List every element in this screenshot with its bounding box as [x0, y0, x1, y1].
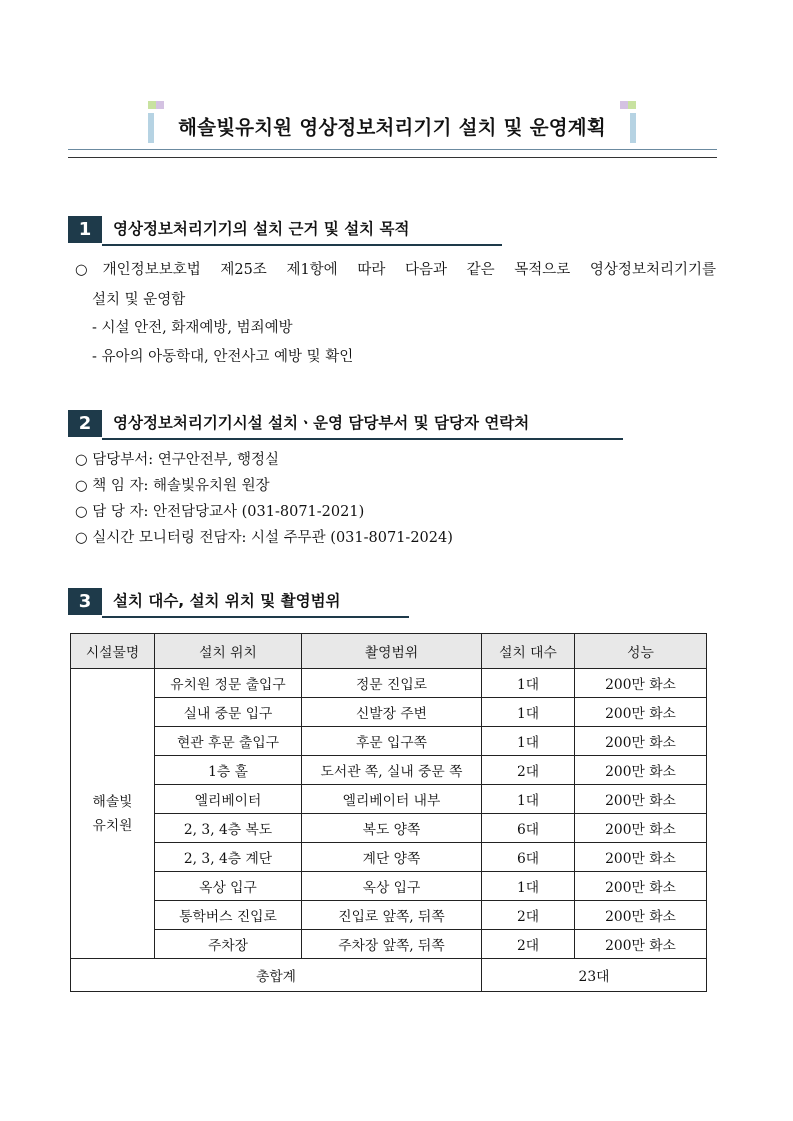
install-location: 주차장 [155, 930, 302, 959]
table-row [71, 872, 707, 901]
coverage-range: 진입로 앞쪽, 뒤쪽 [302, 901, 482, 930]
resolution: 200만 화소 [575, 872, 707, 901]
section-underline [102, 616, 409, 618]
install-location: 유치원 정문 출입구 [155, 669, 302, 698]
unit-count: 1대 [482, 872, 575, 901]
section-underline [102, 438, 623, 440]
coverage-range: 정문 진입로 [302, 669, 482, 698]
facility-name-line: 해솔빛 [92, 793, 133, 810]
install-location: 옥상 입구 [155, 872, 302, 901]
coverage-range: 주차장 앞쪽, 뒤쪽 [302, 930, 482, 959]
unit-count: 1대 [482, 727, 575, 756]
table-row [71, 785, 707, 814]
decor-square [148, 101, 156, 109]
install-location: 통학버스 진입로 [155, 901, 302, 930]
coverage-range: 신발장 주변 [302, 698, 482, 727]
column-header: 설치 대수 [482, 634, 575, 669]
contact-item: ○ 실시간 모니터링 전담자: 시설 주무관 (031-8071-2024) [75, 530, 453, 546]
coverage-range: 후문 입구쪽 [302, 727, 482, 756]
unit-count: 2대 [482, 756, 575, 785]
install-location: 현관 후문 출입구 [155, 727, 302, 756]
resolution: 200만 화소 [575, 727, 707, 756]
section-1-paragraph: ○개인정보보호법 제25조 제1항에 따라 다음과 같은 목적으로 영상정보처리기기를 [75, 262, 716, 278]
table-row [71, 756, 707, 785]
unit-count: 6대 [482, 843, 575, 872]
resolution: 200만 화소 [575, 930, 707, 959]
install-location: 2, 3, 4층 계단 [155, 843, 302, 872]
unit-count: 6대 [482, 814, 575, 843]
coverage-range: 엘리베이터 내부 [302, 785, 482, 814]
resolution: 200만 화소 [575, 698, 707, 727]
resolution: 200만 화소 [575, 901, 707, 930]
section-1-paragraph-cont: 설치 및 운영함 [92, 292, 186, 308]
facility-name-cell [71, 669, 155, 959]
resolution: 200만 화소 [575, 756, 707, 785]
coverage-range: 옥상 입구 [302, 872, 482, 901]
resolution: 200만 화소 [575, 814, 707, 843]
table-row [71, 901, 707, 930]
contact-item: ○ 담당부서: 연구안전부, 행정실 [75, 452, 280, 468]
unit-count: 1대 [482, 669, 575, 698]
column-header: 시설물명 [71, 634, 155, 669]
unit-count: 2대 [482, 901, 575, 930]
table-total-row [71, 959, 707, 992]
contact-item: ○ 담 당 자: 안전담당교사 (031-8071-2021) [75, 504, 365, 520]
install-location: 엘리베이터 [155, 785, 302, 814]
table-row [71, 843, 707, 872]
table-row [71, 669, 707, 698]
bullet-item: - 시설 안전, 화재예방, 범죄예방 [92, 320, 293, 336]
section-heading: 영상정보처리기기의 설치 근거 및 설치 목적 [113, 220, 410, 238]
table-row [71, 814, 707, 843]
section-number: 2 [68, 410, 102, 437]
install-location: 실내 중문 입구 [155, 698, 302, 727]
unit-count: 2대 [482, 930, 575, 959]
unit-count: 1대 [482, 698, 575, 727]
install-location: 1층 홀 [155, 756, 302, 785]
bullet-item: - 유아의 아동학대, 안전사고 예방 및 확인 [92, 349, 354, 365]
page-title: 해솔빛유치원 영상정보처리기기 설치 및 운영계획 [178, 116, 606, 139]
section-heading: 설치 대수, 설치 위치 및 촬영범위 [113, 592, 341, 610]
decor-square [620, 101, 628, 109]
section-underline [102, 244, 502, 246]
coverage-range: 도서관 쪽, 실내 중문 쪽 [302, 756, 482, 785]
facility-name-line: 유치원 [92, 817, 133, 834]
section-number: 3 [68, 588, 102, 615]
column-header: 성능 [575, 634, 707, 669]
resolution: 200만 화소 [575, 843, 707, 872]
resolution: 200만 화소 [575, 785, 707, 814]
table-row [71, 930, 707, 959]
table-row [71, 727, 707, 756]
resolution: 200만 화소 [575, 669, 707, 698]
title-divider [68, 157, 717, 158]
title-divider [68, 149, 717, 150]
section-number: 1 [68, 216, 102, 243]
total-value: 23대 [482, 959, 707, 992]
column-header: 설치 위치 [155, 634, 302, 669]
unit-count: 1대 [482, 785, 575, 814]
column-header: 촬영범위 [302, 634, 482, 669]
table-header-row [71, 634, 707, 669]
table-row [71, 698, 707, 727]
section-heading: 영상정보처리기기시설 설치ㆍ운영 담당부서 및 담당자 연락처 [113, 414, 530, 432]
document-title-block [148, 101, 636, 147]
contact-item: ○ 책 임 자: 해솔빛유치원 원장 [75, 478, 270, 494]
coverage-range: 계단 양쪽 [302, 843, 482, 872]
install-location: 2, 3, 4층 복도 [155, 814, 302, 843]
cctv-installation-table [70, 633, 707, 992]
decor-square [156, 101, 164, 109]
coverage-range: 복도 양쪽 [302, 814, 482, 843]
decor-square [628, 101, 636, 109]
total-label: 총합계 [71, 959, 482, 992]
